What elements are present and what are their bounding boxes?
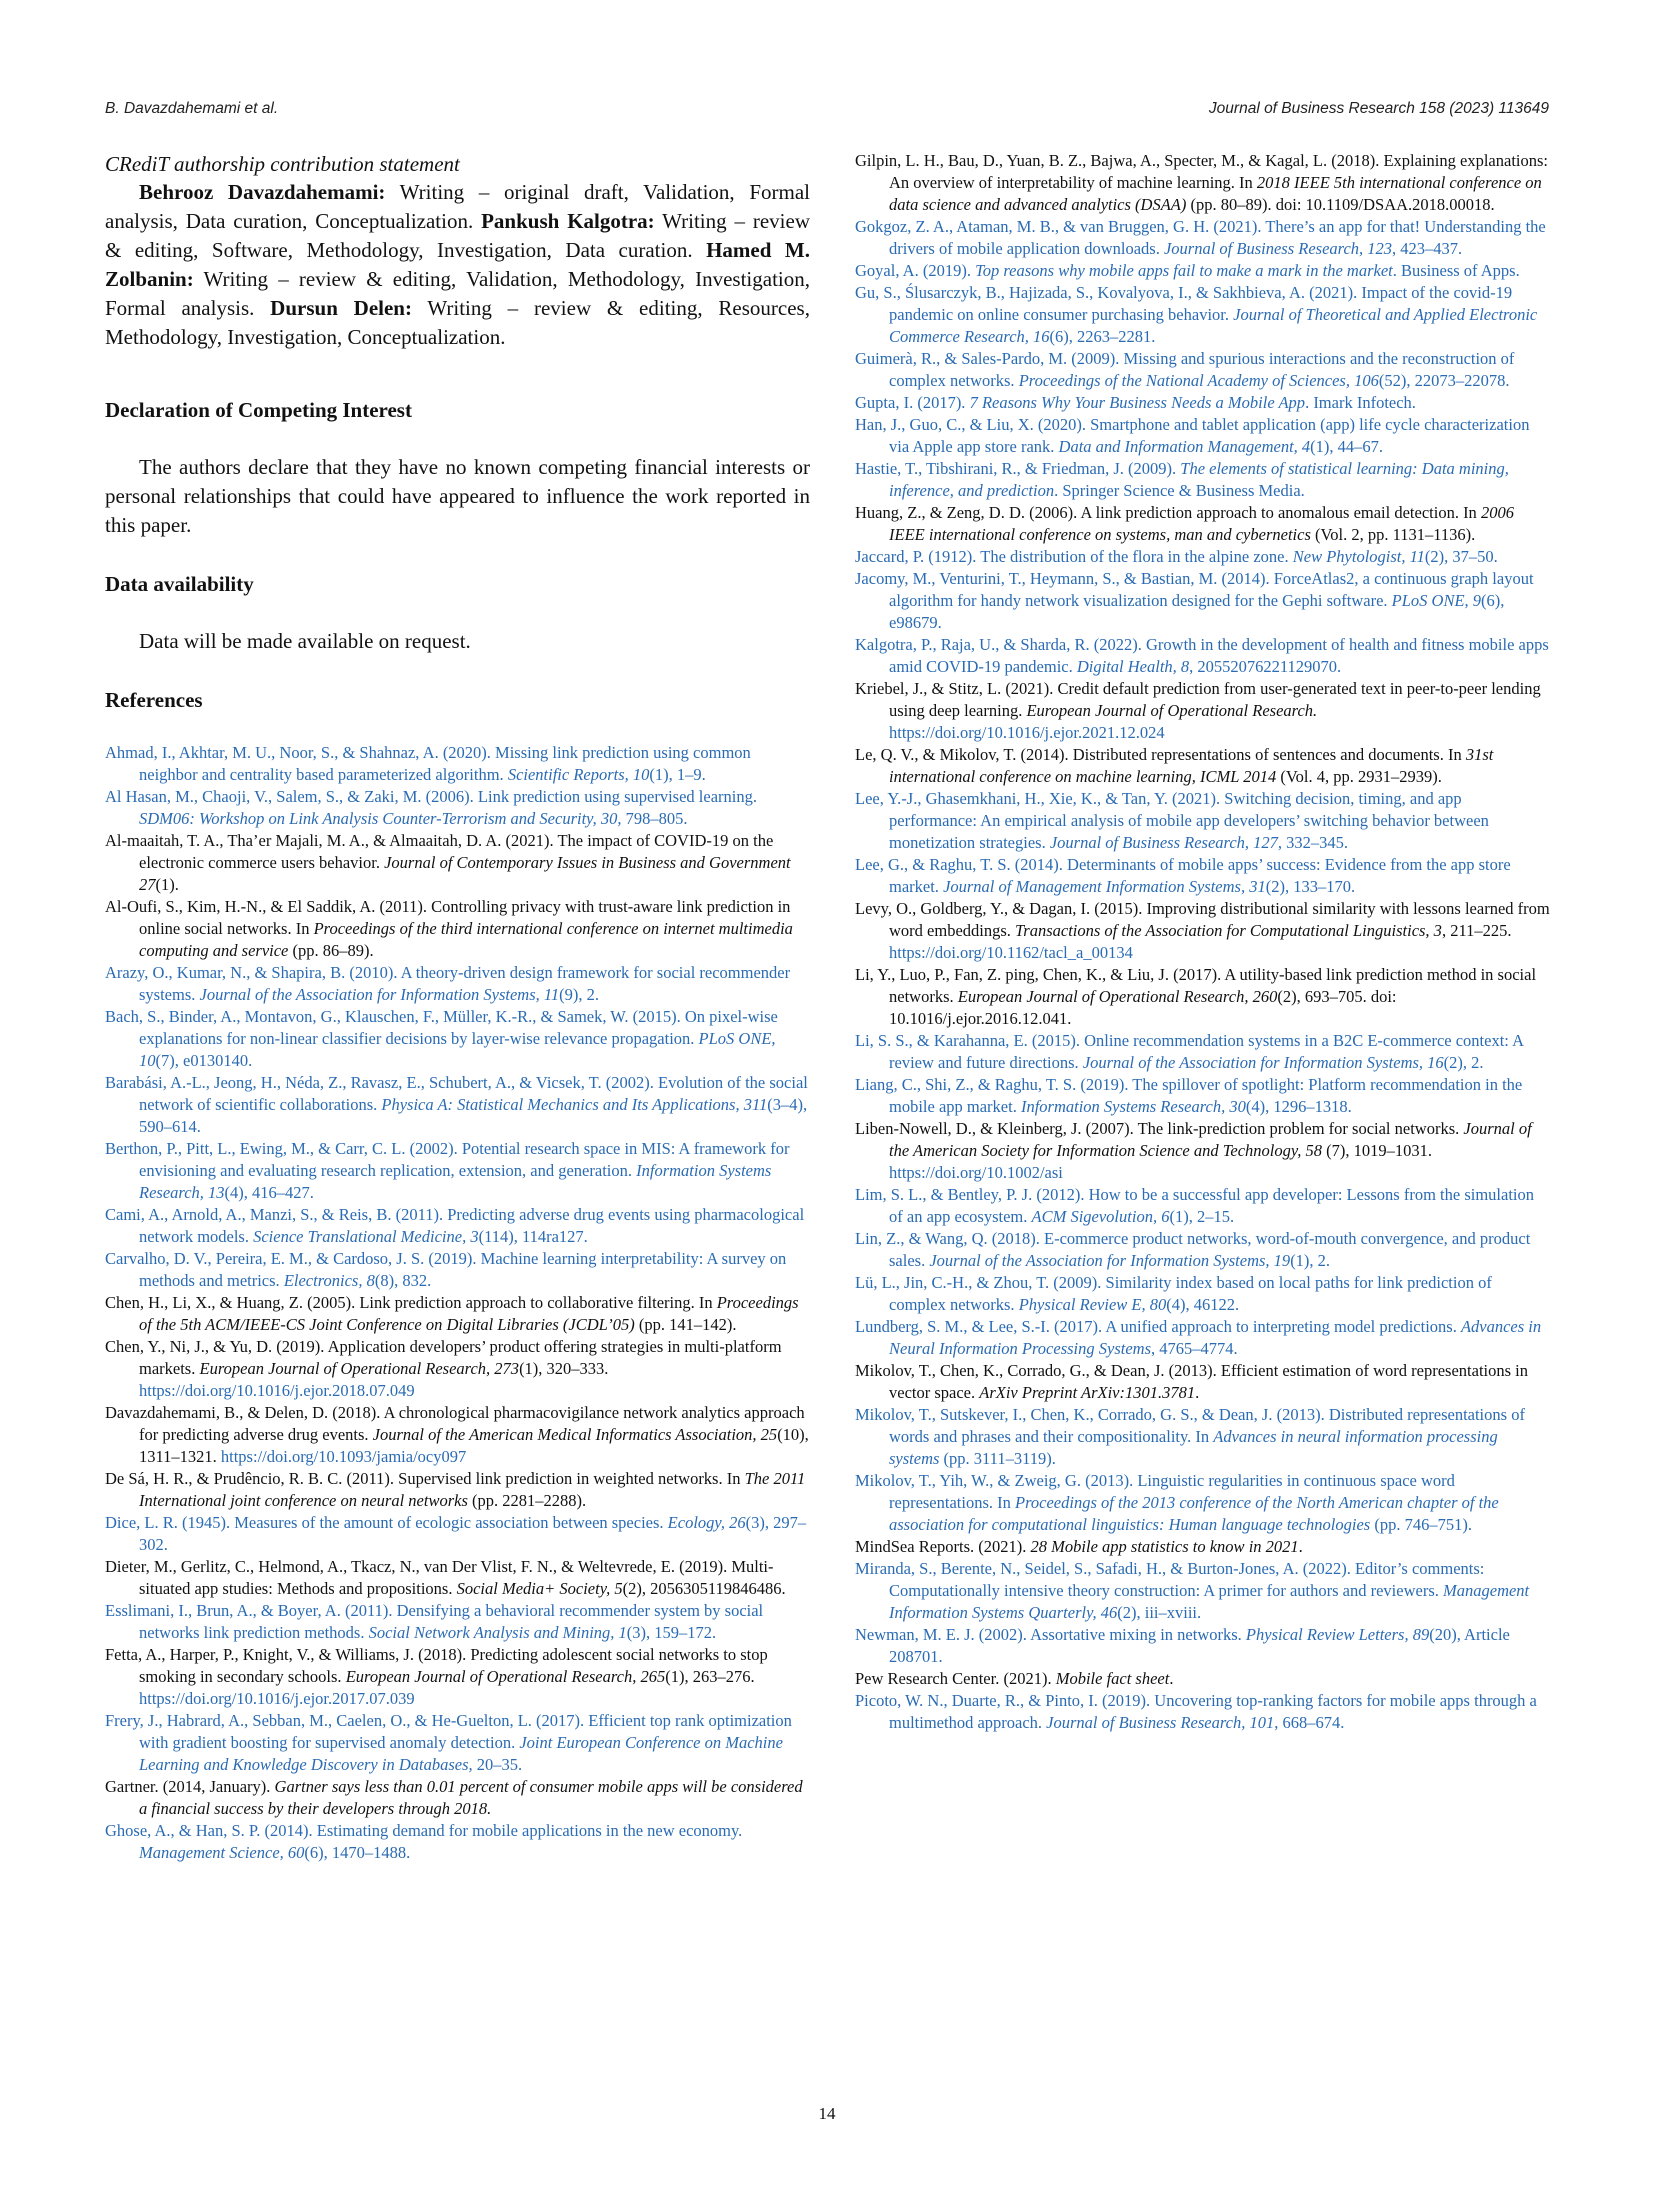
reference-entry[interactable] [855,1470,1550,1536]
author-roles: Writing – review & editing, Validation, Methodology, Investigation, Formal analysis. [105,267,810,320]
reference-text: , 668–674. [1274,1713,1345,1732]
reference-entry[interactable] [855,1316,1550,1360]
reference-entry[interactable] [855,392,1550,414]
reference-entry [105,830,810,896]
reference-text: Fetta, A., Harper, P., Knight, V., & Williams, J. (2018). Predicting adolescent social networks to stop smoking in secondary schools. [105,1645,768,1686]
reference-source: Advances in neural information processing systems [889,1427,1498,1468]
reference-text: Levy, O., Goldberg, Y., & Dagan, I. (2015). Improving distributional similarity with lessons learned from word embeddings. [855,899,1550,940]
reference-source: Journal of Business Research, 101 [1046,1713,1275,1732]
reference-source: Proceedings of the 2013 conference of the North American chapter of the association for computational linguistics: Human language technologies [889,1493,1499,1534]
reference-text: (6), e98679. [889,591,1505,632]
reference-source: 28 Mobile app statistics to know in 2021 [1030,1537,1299,1556]
reference-text: Liben-Nowell, D., & Kleinberg, J. (2007). The link-prediction problem for social networks. [855,1119,1464,1138]
left-column [105,150,810,1864]
credit-heading: CRediT authorship contribution statement [105,152,460,176]
reference-text: Picoto, W. N., Duarte, R., & Pinto, I. (2019). Uncovering top-ranking factors for mobile apps through a multimethod approach. [855,1691,1537,1732]
running-header-journal: Journal of Business Research 158 (2023) 113649 [1208,100,1549,117]
reference-text: Kriebel, J., & Stitz, L. (2021). Credit default prediction from user-generated text in peer-to-peer lending using deep learning. [855,679,1541,720]
reference-text: (9), 2. [559,985,600,1004]
running-header-authors: B. Davazdahemami et al. [105,100,279,117]
reference-text: (pp. 141–142). [634,1315,737,1334]
reference-entry[interactable] [855,1184,1550,1228]
reference-source: Ecology, 26 [667,1513,746,1532]
reference-source: European Journal of Operational Research, 273 [199,1359,520,1378]
reference-text: (4), 1296–1318. [1245,1097,1352,1116]
reference-text: 20–35. [472,1755,523,1774]
reference-entry[interactable] [855,260,1550,282]
reference-source: Journal of the Association for Information Systems, 16 [1082,1053,1444,1072]
reference-text: (Vol. 2, pp. 1131–1136). [1310,525,1476,544]
reference-text: Li, Y., Luo, P., Fan, Z. ping, Chen, K., & Liu, J. (2017). A utility-based link prediction method in social networks. [855,965,1537,1006]
reference-entry [855,502,1550,546]
reference-text: (3–4), 590–614. [139,1095,808,1136]
reference-text: Barabási, A.-L., Jeong, H., Néda, Z., Ravasz, E., Schubert, A., & Vicsek, T. (2002). Evolution of the social network of scientific collaborations. [105,1073,808,1114]
reference-text: (52), 22073–22078. [1378,371,1510,390]
reference-text: (1), 1–9. [649,765,706,784]
reference-entry [855,1536,1550,1558]
reference-source: The 2011 International joint conference on neural networks [139,1469,806,1510]
reference-text: Esslimani, I., Brun, A., & Boyer, A. (2011). Densifying a behavioral recommender system by social networks link prediction methods. [105,1601,764,1642]
reference-entry[interactable] [855,414,1550,458]
reference-text: Han, J., Guo, C., & Liu, X. (2020). Smartphone and tablet application (app) life cycle characterization via Apple app store rank. [855,415,1530,456]
reference-text: , 423–437. [1392,239,1463,258]
competing-interest-text: The authors declare that they have no known competing financial interests or personal relationships that could have appeared to influence the work reported in this paper. [105,455,810,537]
reference-text: Gokgoz, Z. A., Ataman, M. B., & van Bruggen, G. H. (2021). There’s an app for that! Understanding the drivers of mobile application downloads. [855,217,1546,258]
reference-entry [855,1118,1550,1184]
reference-entry[interactable] [855,1404,1550,1470]
reference-text: (1). [155,875,179,894]
reference-text: (Vol. 4, pp. 2931–2939). [1276,767,1442,786]
reference-source: Journal of Contemporary Issues in Business and Government 27 [139,853,791,894]
reference-text: (7), e0130140. [155,1051,253,1070]
reference-text: Lee, G., & Raghu, T. S. (2014). Determinants of mobile apps’ success: Evidence from the app store market. [855,855,1511,896]
reference-text: (3), 159–172. [626,1623,717,1642]
reference-text: Hastie, T., Tibshirani, R., & Friedman, J. (2009). [855,459,1181,478]
reference-text: (2), iii–xviii. [1117,1603,1202,1622]
reference-entry [855,1668,1550,1690]
author-name: Dursun Delen: [270,296,412,320]
reference-entry [855,744,1550,788]
reference-text: 798–805. [621,809,688,828]
reference-source: The elements of statistical learning: Data mining, inference, and prediction [889,459,1509,500]
reference-source: Journal of the American Medical Informatics Association, 25 [372,1425,778,1444]
reference-text: Huang, Z., & Zeng, D. D. (2006). A link prediction approach to anomalous email detection. In [855,503,1481,522]
reference-entry[interactable] [855,788,1550,854]
reference-text: Kalgotra, P., Raja, U., & Sharda, R. (2022). Growth in the development of health and fitness mobile apps amid COVID-19 pandemic. [855,635,1549,676]
reference-source: 2006 IEEE international conference on systems, man and cybernetics [889,503,1514,544]
reference-source: European Journal of Operational Research, 265 [345,1667,666,1686]
reference-doi-link[interactable]: https://doi.org/10.1016/j.ejor.2017.07.039 [139,1689,415,1708]
reference-text: Goyal, A. (2019). [855,261,976,280]
reference-text: . [1298,1537,1303,1556]
reference-source: Journal of Theoretical and Applied Electronic Commerce Research, 16 [889,305,1538,346]
reference-text: (2), 693–705. doi: 10.1016/j.ejor.2016.12.041. [889,987,1397,1028]
reference-source: Science Translational Medicine, 3 [253,1227,479,1246]
reference-entry[interactable] [105,1512,810,1556]
reference-source: ACM Sigevolution, 6 [1031,1207,1170,1226]
reference-text: (1), 2. [1290,1251,1331,1270]
reference-entry [105,1468,810,1512]
reference-entry [105,1776,810,1820]
reference-text: (3), 297–302. [139,1513,807,1554]
reference-text: (4), 416–427. [224,1183,314,1202]
references-heading: References [105,688,203,712]
reference-text: . [1195,1383,1200,1402]
reference-text: Mikolov, T., Yih, W., & Zweig, G. (2013). Linguistic regularities in continuous space word representations. In [855,1471,1455,1512]
reference-doi-link[interactable]: https://doi.org/10.1162/tacl_a_00134 [889,943,1133,962]
reference-entry[interactable] [105,742,810,786]
references-list-right [855,150,1550,1734]
reference-text: , 332–345. [1277,833,1349,852]
reference-doi-link[interactable]: https://doi.org/10.1016/j.ejor.2021.12.024 [889,723,1165,742]
reference-entry[interactable] [855,458,1550,502]
reference-text: (6), 2263–2281. [1049,327,1156,346]
reference-entry[interactable] [855,1074,1550,1118]
reference-text: Al-Oufi, S., Kim, H.-N., & El Saddik, A. (2011). Controlling privacy with trust-aware link prediction in online social networks. In [105,897,791,938]
reference-text: Al-maaitah, T. A., Tha’er Majali, M. A., & Almaaitah, D. A. (2021). The impact of COVID-19 on the electronic commerce users behavior. [105,831,774,872]
reference-source: 31st international conference on machine learning, ICML 2014 [889,745,1494,786]
reference-text: (114), 114ra127. [478,1227,588,1246]
reference-entry[interactable] [105,1006,810,1072]
reference-source: Management Science, 60 [139,1843,305,1862]
reference-text: , 20552076221129070. [1189,657,1342,676]
reference-text: (pp. 3111–3119). [939,1449,1056,1468]
author-roles: Writing – original draft, Validation, Formal analysis, Data curation, Conceptualization. [105,180,810,233]
reference-source: Physical Review E, 80 [1018,1295,1167,1314]
reference-source: Proceedings of the 5th ACM/IEEE-CS Joint Conference on Digital Libraries (JCDL’05) [139,1293,799,1334]
reference-source: Journal of Management Information Systems, 31 [943,877,1266,896]
reference-source: Journal of the American Society for Information Science and Technology, 58 [889,1119,1532,1160]
reference-source: PLoS ONE, 10 [139,1029,776,1070]
reference-source: European Journal of Operational Research, 260 [957,987,1278,1006]
reference-text: Frery, J., Habrard, A., Sebban, M., Caelen, O., & He-Guelton, L. (2017). Efficient top rank optimization with gradient boosting for supervised anomaly detection. [105,1711,792,1752]
reference-source: European Journal of Operational Research. [1026,701,1318,720]
reference-text: (2), 133–170. [1265,877,1356,896]
reference-entry[interactable] [105,1138,810,1204]
reference-source: Social Network Analysis and Mining, 1 [368,1623,627,1642]
reference-text: Bach, S., Binder, A., Montavon, G., Klauschen, F., Müller, K.-R., & Samek, W. (2015). On pixel-wise explanations for non-linear classifier decisions by layer-wise relevance propagation. [105,1007,778,1048]
reference-text: (1), 320–333. [519,1359,609,1378]
reference-entry [855,964,1550,1030]
reference-source: Proceedings of the third international conference on internet multimedia computing and service [139,919,793,960]
reference-entry[interactable] [855,216,1550,260]
reference-source: SDM06: Workshop on Link Analysis Counter-Terrorism and Security, 30, [139,809,622,828]
reference-source: PLoS ONE, 9 [1391,591,1482,610]
reference-text: (6), 1470–1488. [304,1843,411,1862]
reference-text: (2), 37–50. [1424,547,1498,566]
author-name: Behrooz Davazdahemami: [139,180,386,204]
reference-text: MindSea Reports. (2021). [855,1537,1031,1556]
reference-text: . Imark Infotech. [1305,393,1416,412]
reference-source: Journal of the Association for Information Systems, 19 [929,1251,1291,1270]
reference-text: Guimerà, R., & Sales-Pardo, M. (2009). Missing and spurious interactions and the reconstruction of complex networks. [855,349,1515,390]
competing-interest-heading: Declaration of Competing Interest [105,398,412,422]
author-roles: Writing – review & editing, Resources, Methodology, Investigation, Conceptualization. [105,296,810,349]
page-number: 14 [818,2104,836,2123]
reference-text: Gilpin, L. H., Bau, D., Yuan, B. Z., Bajwa, A., Specter, M., & Kagal, L. (2018). Explaining explanations: An overview of interpretability of machine learning. In [855,151,1548,192]
reference-source: ArXiv Preprint ArXiv:1301.3781 [979,1383,1196,1402]
reference-text: Gu, S., Ślusarczyk, B., Hajizada, S., Kovalyova, I., & Sakhbieva, A. (2021). Impact of the covid-19 pandemic on online consumer purchasing behavior. [855,283,1513,324]
reference-source: 7 Reasons Why Your Business Needs a Mobile App [969,393,1306,412]
reference-text: Davazdahemami, B., & Delen, D. (2018). A chronological pharmacovigilance network analytics approach for predicting adverse drug events. [105,1403,805,1444]
reference-text: Arazy, O., Kumar, N., & Shapira, B. (2010). A theory-driven design framework for social recommender systems. [105,963,791,1004]
reference-text: Newman, M. E. J. (2002). Assortative mixing in networks. [855,1625,1246,1644]
reference-text: (pp. 2281–2288). [467,1491,587,1510]
reference-source: Information Systems Research, 30 [1020,1097,1246,1116]
reference-entry[interactable] [105,786,810,830]
reference-entry[interactable] [105,962,810,1006]
reference-source: Digital Health, 8 [1076,657,1190,676]
reference-text: , 4765–4774. [1151,1339,1238,1358]
reference-entry[interactable] [855,282,1550,348]
reference-text: Lim, S. L., & Bentley, P. J. (2012). How to be a successful app developer: Lessons from the simulation of an app ecosystem. [855,1185,1534,1226]
reference-text: Mikolov, T., Sutskever, I., Chen, K., Corrado, G. S., & Dean, J. (2013). Distributed representations of words and phrases and their compositionality. In [855,1405,1525,1446]
reference-text: Chen, Y., Ni, J., & Yu, D. (2019). Application developers’ product offering strategies in multi-platform markets. [105,1337,782,1378]
reference-text: . [1169,1669,1174,1688]
reference-text: Liang, C., Shi, Z., & Raghu, T. S. (2019). The spillover of spotlight: Platform recommendation in the mobile app market. [855,1075,1523,1116]
reference-source: Proceedings of the National Academy of Sciences, 106 [1018,371,1379,390]
reference-source: Joint European Conference on Machine Learning and Knowledge Discovery in Databases, [139,1733,783,1774]
reference-text: (pp. 86–89). [288,941,374,960]
reference-text: (pp. 746–751). [1370,1515,1472,1534]
reference-entry[interactable] [105,1248,810,1292]
reference-entry[interactable] [855,568,1550,634]
reference-entry[interactable] [855,1690,1550,1734]
reference-text: Lin, Z., & Wang, Q. (2018). E-commerce product networks, word-of-mouth convergence, and product sales. [855,1229,1531,1270]
data-availability-text: Data will be made available on request. [139,629,471,653]
reference-entry[interactable] [855,1228,1550,1272]
reference-text: Le, Q. V., & Mikolov, T. (2014). Distributed representations of sentences and documents. In [855,745,1466,764]
reference-text: Mikolov, T., Chen, K., Corrado, G., & Dean, J. (2013). Efficient estimation of word representations in vector space. [855,1361,1529,1402]
reference-entry [105,1292,810,1336]
reference-source: 2018 IEEE 5th international conference on data science and advanced analytics (DSAA) [889,173,1542,214]
data-availability-heading: Data availability [105,572,254,596]
reference-entry [105,1556,810,1600]
reference-entry[interactable] [855,348,1550,392]
reference-text: Ghose, A., & Han, S. P. (2014). Estimating demand for mobile applications in the new economy. [105,1821,743,1840]
reference-source: Scientific Reports, 10 [507,765,650,784]
reference-text: Carvalho, D. V., Pereira, E. M., & Cardoso, J. S. (2019). Machine learning interpretability: A survey on methods and metrics. [105,1249,787,1290]
reference-entry [105,1336,810,1402]
reference-entry[interactable] [855,1272,1550,1316]
reference-entry [105,1402,810,1468]
reference-entry[interactable] [855,634,1550,678]
reference-entry [855,898,1550,964]
reference-source: Physical Review Letters, 89 [1245,1625,1430,1644]
reference-text: (2), 2056305119846486. [622,1579,786,1598]
reference-entry[interactable] [105,1820,810,1864]
reference-text: Miranda, S., Berente, N., Seidel, S., Safadi, H., & Burton-Jones, A. (2022). Editor’s comments: Computationally intensive theory construction: A primer for authors and reviewers. [855,1559,1485,1600]
reference-source: Gartner says less than 0.01 percent of consumer mobile apps will be considered a financial success by their developers through 2018. [139,1777,803,1818]
reference-text: Lee, Y.-J., Ghasemkhani, H., Xie, K., & Tan, Y. (2021). Switching decision, timing, and app performance: An empirical analysis of mobile app developers’ switching behavior between monetization strategies. [855,789,1489,852]
reference-entry[interactable] [855,1030,1550,1074]
reference-source: Data and Information Management, 4 [1058,437,1311,456]
reference-text: Ahmad, I., Akhtar, M. U., Noor, S., & Shahnaz, A. (2020). Missing link prediction using common neighbor and centrality based parameterized algorithm. [105,743,751,784]
reference-text: Dice, L. R. (1945). Measures of the amount of ecologic association between species. [105,1513,668,1532]
reference-entry[interactable] [105,1710,810,1776]
reference-entry[interactable] [105,1072,810,1138]
reference-source: Social Media+ Society, 5 [456,1579,623,1598]
reference-text: (8), 832. [374,1271,432,1290]
reference-text: (1), 263–276. [665,1667,755,1686]
reference-text: Pew Research Center. (2021). [855,1669,1056,1688]
author-name: Hamed M. Zolbanin: [105,238,810,291]
reference-text: (4), 46122. [1166,1295,1240,1314]
reference-source: Transactions of the Association for Computational Linguistics, 3 [1015,921,1442,940]
reference-text: . Business of Apps. [1392,261,1520,280]
credit-statement [105,178,810,352]
reference-doi-link[interactable]: https://doi.org/10.1093/jamia/ocy097 [220,1447,467,1466]
reference-entry [855,1360,1550,1404]
reference-text: Jacomy, M., Venturini, T., Heymann, S., & Bastian, M. (2014). ForceAtlas2, a continuous graph layout algorithm for handy network visualization designed for the Gephi software. [855,569,1534,610]
reference-entry[interactable] [855,1624,1550,1668]
reference-text: Gartner. (2014, January). [105,1777,275,1796]
reference-text: (10), 1311–1321. [139,1425,809,1466]
reference-entry [105,1644,810,1710]
reference-source: Information Systems Research, 13 [139,1161,772,1202]
reference-entry [105,896,810,962]
right-column [855,150,1550,1734]
author-name: Pankush Kalgotra: [481,209,655,233]
reference-text: Dieter, M., Gerlitz, C., Helmond, A., Tkacz, N., van Der Vlist, F. N., & Weltevrede, E. (2019). Multi-situated app studies: Methods and propositions. [105,1557,774,1598]
reference-entry[interactable] [105,1600,810,1644]
reference-entry[interactable] [105,1204,810,1248]
reference-text: (7), 1019–1031. [1322,1141,1433,1160]
reference-source: Physica A: Statistical Mechanics and Its Applications, 311 [381,1095,768,1114]
reference-text: Gupta, I. (2017). [855,393,970,412]
reference-source: Journal of Business Research, 123 [1163,239,1393,258]
references-list-left [105,742,810,1864]
reference-source: Journal of Business Research, 127 [1049,833,1278,852]
reference-text: . Springer Science & Business Media. [1054,481,1305,500]
reference-source: New Phytologist, 11 [1292,547,1425,566]
reference-source: Journal of the Association for Information Systems, 11 [199,985,560,1004]
reference-entry[interactable] [855,546,1550,568]
reference-text: Li, S. S., & Karahanna, E. (2015). Online recommendation systems in a B2C E-commerce context: A review and future directions. [855,1031,1524,1072]
reference-text: Lundberg, S. M., & Lee, S.-I. (2017). A unified approach to interpreting model predictions. [855,1317,1461,1336]
reference-doi-link[interactable]: https://doi.org/10.1016/j.ejor.2018.07.049 [139,1381,415,1400]
reference-entry [855,678,1550,744]
reference-entry [855,150,1550,216]
reference-source: Top reasons why mobile apps fail to make a mark in the market [975,261,1393,280]
reference-text: De Sá, H. R., & Prudêncio, R. B. C. (2011). Supervised link prediction in weighted networks. In [105,1469,745,1488]
reference-text: Berthon, P., Pitt, L., Ewing, M., & Carr, C. L. (2002). Potential research space in MIS: A framework for envisioning and evaluating research replication, extension, and generation. [105,1139,790,1180]
reference-entry[interactable] [855,1558,1550,1624]
author-roles: Writing – review & editing, Software, Methodology, Investigation, Data curation. [105,209,810,262]
reference-text: , 211–225. [1441,921,1512,940]
reference-text: (2), 2. [1443,1053,1484,1072]
reference-text: Lü, L., Jin, C.-H., & Zhou, T. (2009). Similarity index based on local paths for link prediction of complex networks. [855,1273,1492,1314]
reference-text: Cami, A., Arnold, A., Manzi, S., & Reis, B. (2011). Predicting adverse drug events using pharmacological network models. [105,1205,805,1246]
reference-source: Mobile fact sheet [1055,1669,1170,1688]
reference-text: (pp. 80–89). doi: 10.1109/DSAA.2018.00018. [1186,195,1495,214]
reference-source: Electronics, 8 [283,1271,375,1290]
reference-entry[interactable] [855,854,1550,898]
reference-text: Jaccard, P. (1912). The distribution of the flora in the alpine zone. [855,547,1293,566]
reference-text: (1), 2–15. [1169,1207,1235,1226]
reference-text: Chen, H., Li, X., & Huang, Z. (2005). Link prediction approach to collaborative filtering. In [105,1293,717,1312]
reference-text: (1), 44–67. [1310,437,1384,456]
reference-text: Al Hasan, M., Chaoji, V., Salem, S., & Zaki, M. (2006). Link prediction using supervised learning. [105,787,757,806]
reference-source: Advances in Neural Information Processing Systems [889,1317,1542,1358]
reference-doi-link[interactable]: https://doi.org/10.1002/asi [889,1163,1063,1182]
reference-source: Management Information Systems Quarterly, 46 [889,1581,1530,1622]
reference-text: (20), Article 208701. [889,1625,1510,1666]
